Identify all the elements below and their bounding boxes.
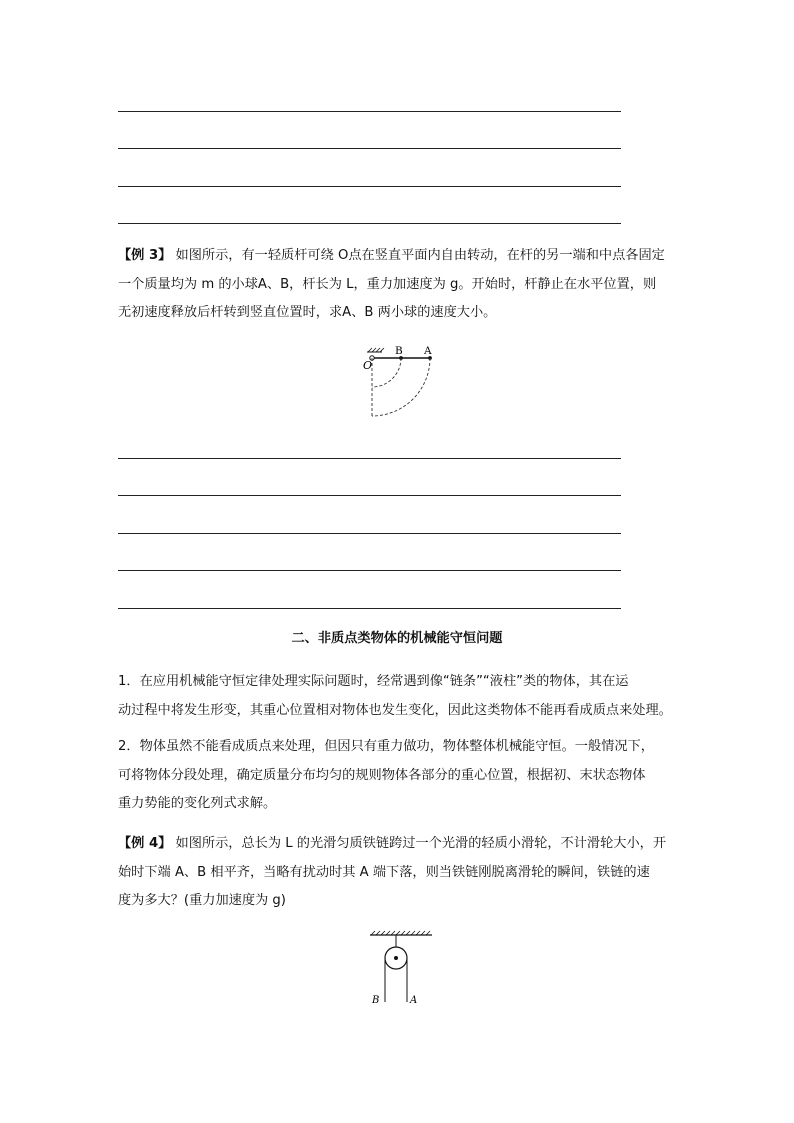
example3-line-3: 无初速度释放后杆转到竖直位置时，求A、B 两小球的速度大小。 — [118, 305, 497, 320]
point-2-line-3: 重力势能的变化列式求解。 — [118, 796, 277, 811]
answer-line — [118, 495, 621, 496]
answer-line — [118, 111, 621, 112]
example4-line-2: 始时下端 A、B 相平齐，当略有扰动时其 A 端下落，则当铁链刚脱离滑轮的瞬间，铁链的速 — [118, 864, 650, 880]
example4-text — [118, 830, 680, 916]
ceiling-hatching — [368, 348, 384, 352]
example3-tag: 【例 3】 — [118, 248, 172, 263]
label-o: O — [363, 359, 373, 372]
answer-line — [118, 570, 621, 571]
point-1-line-1: 1．在应用机械能守恒定律处理实际问题时，经常遇到像“链条”“液柱”类的物体，其在运 — [118, 674, 629, 689]
label-b: B — [372, 995, 380, 1006]
answer-line — [118, 186, 621, 187]
example3-text — [118, 242, 680, 328]
point-2 — [118, 733, 680, 819]
answer-line — [118, 608, 621, 609]
label-a: A — [410, 995, 418, 1006]
example4-line-1: 【例 4】 如图所示，总长为 L 的光滑匀质铁链跨过一个光滑的轻质小滑轮，不计滑轮大小，开 — [118, 836, 667, 851]
example3-line-1: 【例 3】 如图所示，有一轻质杆可绕 O点在竖直平面内自由转动，在杆的另一端和中点各固定 — [118, 248, 665, 263]
rod-figure — [360, 342, 440, 418]
answer-line — [118, 533, 621, 534]
point-2-line-1: 2．物体虽然不能看成质点来处理，但因只有重力做功，物体整体机械能守恒。一般情况下， — [118, 739, 654, 754]
arc-b — [372, 358, 401, 387]
label-a: A — [424, 345, 432, 357]
answer-line — [118, 148, 621, 149]
point-1 — [118, 668, 680, 725]
arc-a — [372, 358, 430, 416]
label-b: B — [395, 345, 403, 357]
answer-line — [118, 458, 621, 459]
pulley-axle — [394, 956, 398, 960]
point-1-line-2: 动过程中将发生形变，其重心位置相对物体也发生变化，因此这类物体不能再看成质点来处理。 — [118, 702, 672, 718]
example4-tag: 【例 4】 — [118, 836, 172, 851]
example3-line-2: 一个质量均为 m 的小球A、B，杆长为 L，重力加速度为 g。开始时，杆静止在水平位置，则 — [118, 276, 657, 292]
pulley-figure — [366, 928, 436, 1008]
section-heading: 二、非质点类物体的机械能守恒问题 — [291, 631, 503, 646]
example4-line-3: 度为多大？(重力加速度为 g) — [118, 893, 286, 908]
answer-line — [118, 223, 621, 224]
point-2-line-2: 可将物体分段处理，确定质量分布均匀的规则物体各部分的重心位置，根据初、末状态物体 — [118, 767, 646, 783]
